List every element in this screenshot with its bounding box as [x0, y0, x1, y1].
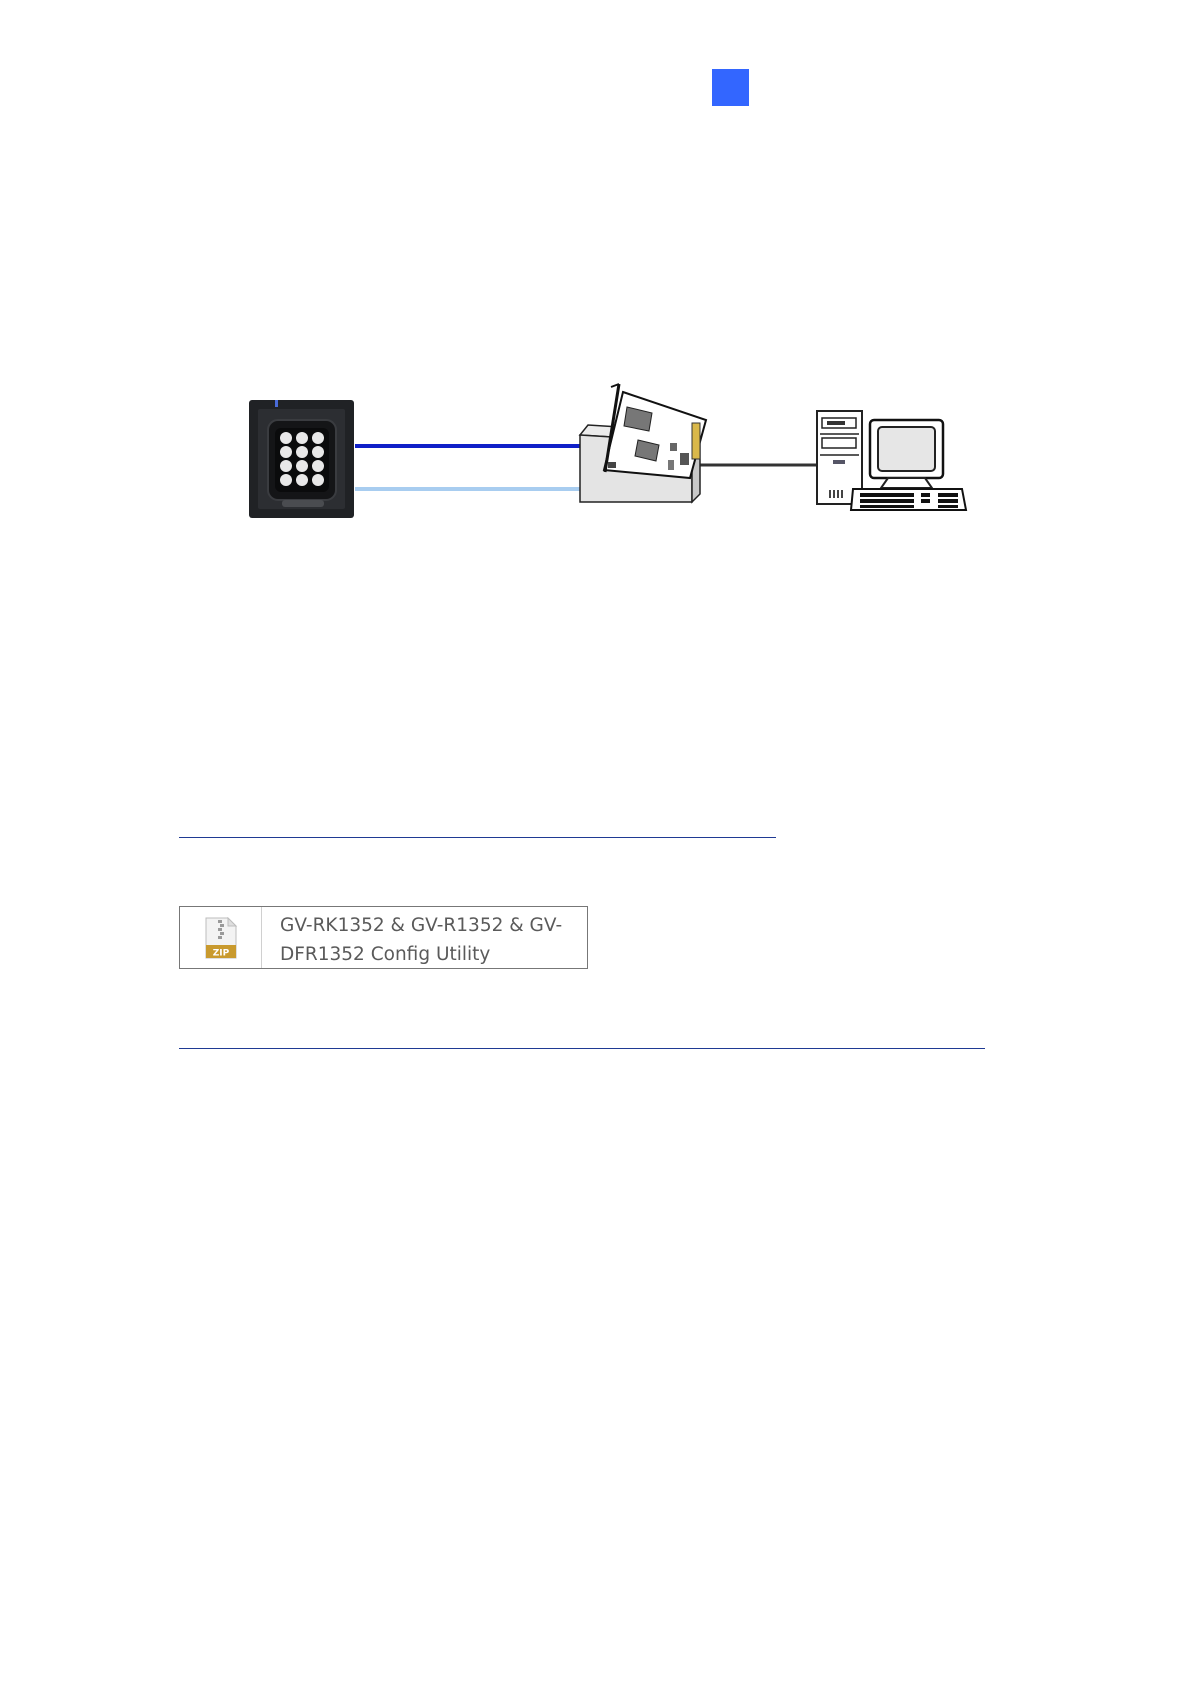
file-name — [262, 907, 580, 968]
zip-file-icon — [203, 917, 239, 959]
connection-diagram — [0, 0, 1190, 600]
file-name-line-2: DFR1352 Config Utility — [280, 944, 491, 965]
link-underline — [179, 837, 776, 838]
zip-label: ZIP — [212, 948, 229, 958]
zip-download-link[interactable] — [179, 906, 588, 969]
desktop-computer-icon — [817, 411, 966, 510]
section-divider — [179, 1048, 985, 1049]
file-name-line-1: GV-RK1352 & GV-R1352 & GV- — [280, 915, 563, 936]
keypad-reader-icon — [249, 400, 354, 518]
file-icon-cell — [180, 907, 262, 968]
interface-card-icon — [580, 384, 706, 502]
